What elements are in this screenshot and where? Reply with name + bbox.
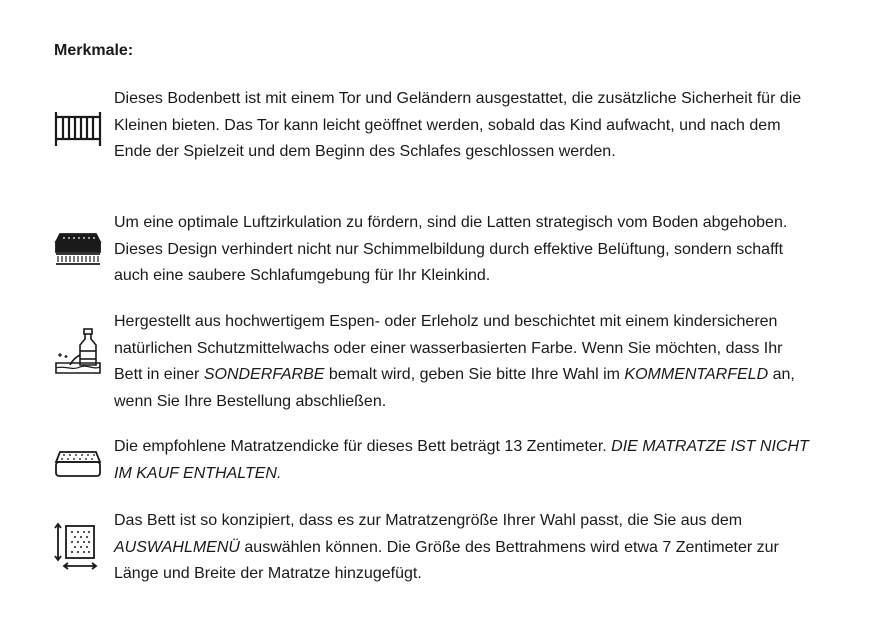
mattress-icon [54, 448, 102, 496]
text-segment: auswählen können. Die Größe des Bettrahmens wird etwa 7 Zentimeter zur Länge und Breite der Matratze hinzugefügt. [114, 538, 779, 582]
text-segment: Um eine optimale Luftzirkulation zu fördern, sind die Latten strategisch vom Boden abgehoben. Dieses Design verhindert nicht nur Schimmelbildung durch effektive Belüftung, sondern schafft auch eine saubere Schlafumgebung für Ihr Kleinkind. [114, 214, 788, 284]
text-segment: bemalt wird, geben Sie bitte Ihre Wahl im [324, 366, 625, 383]
emphasized-text: KOMMENTARFELD [624, 366, 769, 383]
crib-railing-icon [54, 106, 102, 154]
features-heading: Merkmale: [54, 42, 134, 59]
feature-text [114, 210, 814, 290]
emphasized-text: AUSWAHLMENÜ [114, 538, 240, 556]
text-segment: Die empfohlene Matratzendicke für dieses Bett beträgt 13 Zentimeter. [114, 438, 612, 455]
feature-text [114, 508, 814, 588]
emphasized-text: SONDERFARBE [203, 366, 325, 383]
text-segment: an, wenn Sie Ihre Bestellung abschließen. [114, 366, 795, 410]
feature-text [114, 309, 814, 415]
slatted-base-icon [54, 228, 102, 276]
emphasized-text: DIE MATRATZE IST NICHT IM KAUF ENTHALTEN. [114, 438, 809, 482]
text-segment: Hergestellt aus hochwertigem Espen- oder Erleholz und beschichtet mit einem kindersicheren natürlichen Schutzmittelwachs oder einer wasserbasierten Farbe. Wenn Sie möchten, dass Ihr Bett in einer [114, 313, 783, 383]
mattress-size-icon [54, 522, 102, 570]
wax-coating-icon [54, 327, 102, 375]
text-segment: Dieses Bodenbett ist mit einem Tor und Geländern ausgestattet, die zusätzliche Sicherheit für die Kleinen bieten. Das Tor kann leicht geöffnet werden, sobald das Kind aufwacht, und nach dem Ende der Spielzeit und dem Beginn des Schlafes geschlossen werden. [114, 90, 802, 160]
feature-text [114, 86, 814, 166]
text-segment: Das Bett ist so konzipiert, dass es zur Matratzengröße Ihrer Wahl passt, die Sie aus dem [114, 512, 743, 529]
feature-text [114, 434, 814, 487]
